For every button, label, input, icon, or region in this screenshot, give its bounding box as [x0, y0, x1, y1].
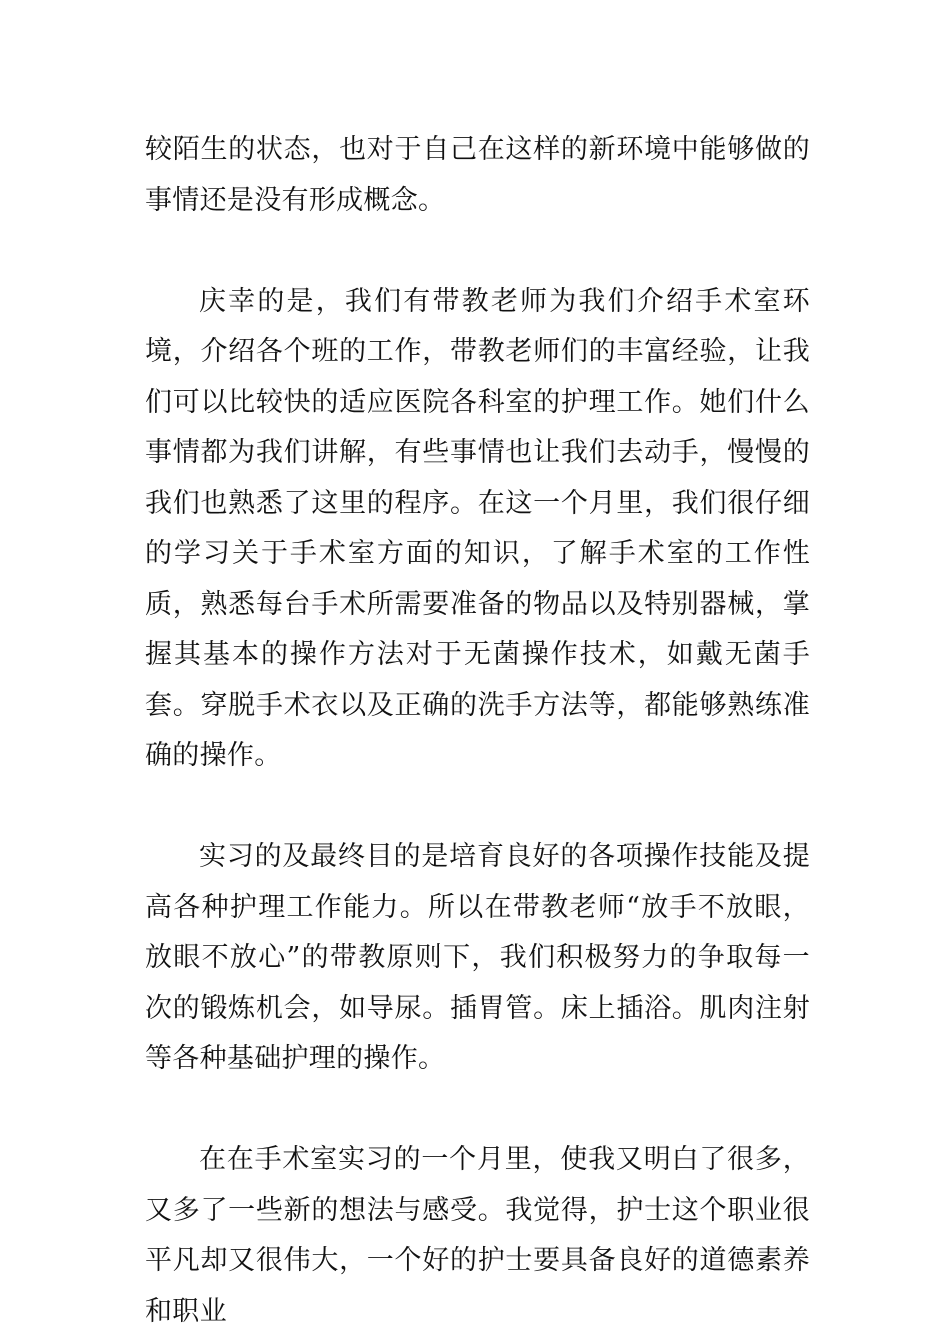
document-body [145, 125, 810, 1337]
paragraph-1: 较陌生的状态，也对于自己在这样的新环境中能够做的事情还是没有形成概念。 [145, 134, 810, 216]
paragraph-3: 实习的及最终目的是培育良好的各项操作技能及提高各种护理工作能力。所以在带教老师“放手不放眼，放眼不放心”的带教原则下，我们积极努力的争取每一次的锻炼机会，如导尿。插胃管。床上插浴。肌肉注射等各种基础护理的操作。 [145, 841, 810, 1074]
paragraph-2: 庆幸的是，我们有带教老师为我们介绍手术室环境，介绍各个班的工作，带教老师们的丰富经验，让我们可以比较快的适应医院各科室的护理工作。她们什么事情都为我们讲解，有些事情也让我们去动手，慢慢的我们也熟悉了这里的程序。在这一个月里，我们很仔细的学习关于手术室方面的知识，了解手术室的工作性质，熟悉每台手术所需要准备的物品以及特别器械，掌握其基本的操作方法对于无菌操作技术，如戴无菌手套。穿脱手术衣以及正确的洗手方法等，都能够熟练准确的操作。 [145, 285, 810, 771]
paragraph-4: 在在手术室实习的一个月里，使我又明白了很多，又多了一些新的想法与感受。我觉得，护士这个职业很平凡却又很伟大，一个好的护士要具备良好的道德素养和职业 [145, 1144, 810, 1327]
